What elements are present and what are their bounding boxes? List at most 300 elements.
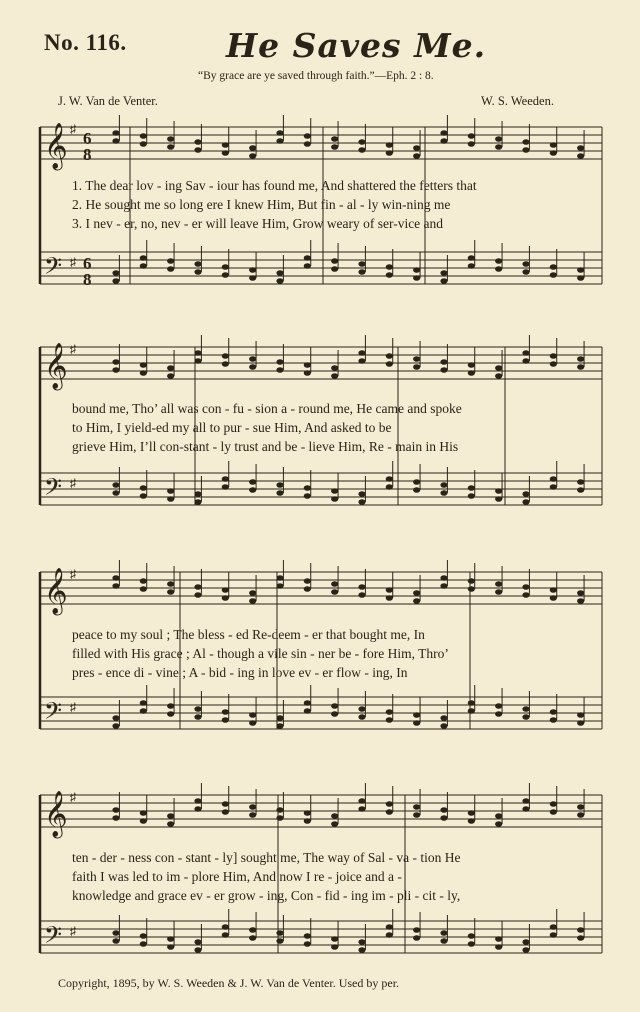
note-head — [386, 932, 393, 938]
note-head — [249, 712, 256, 718]
note-head — [167, 589, 174, 595]
verse-line: ten - der - ness con - stant - ly] sought me, The way of Sal - va - tion He — [72, 850, 461, 865]
note-head — [550, 272, 557, 278]
note-head — [386, 264, 393, 270]
sharp-icon: ♯ — [70, 790, 76, 804]
note-head — [222, 809, 229, 815]
note-head — [468, 818, 475, 824]
note-head — [304, 586, 311, 592]
note-head — [358, 584, 365, 590]
note-head — [413, 487, 420, 493]
note-head — [112, 278, 119, 284]
note-head — [112, 938, 119, 944]
note-head — [413, 927, 420, 933]
note-head — [522, 584, 529, 590]
note-head — [550, 587, 557, 593]
sharp-icon: ♯ — [70, 476, 76, 490]
scripture-epigraph: “By grace are ye saved through faith.”—Eph. 2 : 8. — [198, 70, 434, 82]
note-head — [550, 801, 557, 807]
note-head — [550, 709, 557, 715]
note-head — [495, 258, 502, 264]
note-head — [413, 812, 420, 818]
note-head — [495, 936, 502, 942]
note-head — [112, 575, 119, 581]
note-head — [167, 144, 174, 150]
note-head — [440, 490, 447, 496]
note-head — [331, 373, 338, 379]
verse-line: filled with His grace ; Al - though a vile sin - ner be - fore Him, Thro’ — [72, 646, 449, 661]
note-head — [249, 590, 256, 596]
note-head — [522, 939, 529, 945]
note-head — [112, 367, 119, 373]
note-head — [194, 261, 201, 267]
note-head — [304, 933, 311, 939]
note-head — [112, 490, 119, 496]
note-head — [249, 267, 256, 273]
note-head — [167, 711, 174, 717]
verse-line: 1. The dear lov - ing Sav - iour has found me, And shattered the fetters that — [72, 178, 477, 193]
note-head — [522, 350, 529, 356]
verse-line: faith I was led to im - plore Him, And now I re - joice and a - — [72, 869, 402, 884]
sharp-icon: ♯ — [70, 255, 76, 269]
note-head — [440, 583, 447, 589]
note-head — [386, 476, 393, 482]
note-head — [522, 358, 529, 364]
note-head — [331, 258, 338, 264]
note-head — [304, 493, 311, 499]
note-head — [386, 595, 393, 601]
note-head — [386, 353, 393, 359]
note-head — [249, 935, 256, 941]
note-head — [522, 714, 529, 720]
note-head — [222, 587, 229, 593]
note-head — [140, 485, 147, 491]
note-head — [167, 581, 174, 587]
note-head — [386, 142, 393, 148]
note-head — [440, 130, 447, 136]
note-head — [140, 133, 147, 139]
note-head — [577, 356, 584, 362]
note-head — [140, 141, 147, 147]
note-head — [468, 586, 475, 592]
note-head — [249, 356, 256, 362]
note-head — [304, 810, 311, 816]
verse-line: grieve Him, I’ll con-stant - ly trust and be - lieve Him, Re - main in His — [72, 439, 459, 454]
note-head — [167, 813, 174, 819]
note-head — [167, 703, 174, 709]
sharp-icon: ♯ — [70, 567, 76, 581]
note-head — [276, 278, 283, 284]
note-head — [222, 709, 229, 715]
note-head — [112, 270, 119, 276]
note-head — [249, 720, 256, 726]
note-head — [249, 812, 256, 818]
note-head — [577, 927, 584, 933]
note-head — [331, 144, 338, 150]
note-head — [550, 717, 557, 723]
note-head — [331, 589, 338, 595]
note-head — [304, 941, 311, 947]
note-head — [577, 720, 584, 726]
copyright-notice: Copyright, 1895, by W. S. Weeden & J. W. Van de Venter. Used by per. — [58, 976, 400, 990]
note-head — [222, 484, 229, 490]
note-head — [413, 598, 420, 604]
note-head — [550, 595, 557, 601]
note-head — [386, 801, 393, 807]
note-head — [112, 715, 119, 721]
hymn-number: No. 116. — [44, 30, 127, 55]
note-head — [495, 581, 502, 587]
verse-line: 3. I nev - er, no, nev - er will leave Him, Grow weary of ser-vice and — [72, 216, 444, 231]
note-head — [276, 490, 283, 496]
note-head — [358, 147, 365, 153]
note-head — [140, 586, 147, 592]
note-head — [222, 924, 229, 930]
note-head — [358, 798, 365, 804]
note-head — [112, 815, 119, 821]
note-head — [140, 362, 147, 368]
note-head — [167, 496, 174, 502]
note-head — [194, 798, 201, 804]
note-head — [440, 815, 447, 821]
note-head — [331, 821, 338, 827]
note-head — [222, 353, 229, 359]
note-head — [249, 145, 256, 151]
note-head — [440, 270, 447, 276]
note-head — [440, 367, 447, 373]
note-head — [413, 804, 420, 810]
note-head — [276, 815, 283, 821]
note-head — [304, 255, 311, 261]
note-head — [358, 139, 365, 145]
note-head — [140, 941, 147, 947]
note-head — [577, 598, 584, 604]
note-head — [577, 590, 584, 596]
note-head — [386, 361, 393, 367]
note-head — [386, 484, 393, 490]
note-head — [358, 491, 365, 497]
note-head — [194, 706, 201, 712]
note-head — [550, 361, 557, 367]
note-head — [140, 810, 147, 816]
note-head — [522, 798, 529, 804]
note-head — [358, 269, 365, 275]
note-head — [222, 150, 229, 156]
note-head — [331, 936, 338, 942]
note-head — [194, 139, 201, 145]
note-head — [276, 930, 283, 936]
note-head — [413, 356, 420, 362]
note-head — [577, 712, 584, 718]
time-signature: 8 — [83, 270, 92, 289]
note-head — [413, 275, 420, 281]
note-head — [522, 806, 529, 812]
note-head — [577, 145, 584, 151]
note-head — [495, 365, 502, 371]
note-head — [577, 275, 584, 281]
note-head — [468, 933, 475, 939]
note-head — [249, 479, 256, 485]
note-head — [495, 703, 502, 709]
note-head — [440, 138, 447, 144]
note-head — [522, 139, 529, 145]
verse-line: pres - ence di - vine ; A - bid - ing in love ev - er flow - ing, In — [72, 665, 408, 680]
note-head — [440, 359, 447, 365]
note-head — [413, 267, 420, 273]
note-head — [468, 493, 475, 499]
treble-clef-icon: 𝄞 — [44, 123, 68, 169]
note-head — [522, 947, 529, 953]
note-head — [249, 275, 256, 281]
note-head — [550, 932, 557, 938]
note-head — [522, 491, 529, 497]
note-head — [413, 153, 420, 159]
note-head — [167, 365, 174, 371]
note-head — [550, 476, 557, 482]
sharp-icon: ♯ — [70, 700, 76, 714]
note-head — [386, 717, 393, 723]
note-head — [522, 261, 529, 267]
note-head — [140, 255, 147, 261]
note-head — [495, 266, 502, 272]
note-head — [222, 717, 229, 723]
note-head — [276, 807, 283, 813]
note-head — [249, 364, 256, 370]
note-head — [577, 812, 584, 818]
note-head — [440, 575, 447, 581]
sharp-icon: ♯ — [70, 122, 76, 136]
note-head — [522, 499, 529, 505]
note-head — [413, 479, 420, 485]
note-head — [550, 264, 557, 270]
note-head — [468, 362, 475, 368]
note-head — [167, 136, 174, 142]
time-signature: 6 — [83, 254, 92, 273]
hymn-title: He Saves Me. — [226, 26, 487, 65]
note-head — [194, 947, 201, 953]
note-head — [167, 488, 174, 494]
note-head — [112, 930, 119, 936]
note-head — [331, 136, 338, 142]
note-head — [413, 590, 420, 596]
bass-clef-icon: 𝄢 — [44, 697, 63, 730]
note-head — [495, 813, 502, 819]
note-head — [358, 261, 365, 267]
note-head — [550, 353, 557, 359]
note-head — [577, 804, 584, 810]
note-head — [440, 938, 447, 944]
note-head — [222, 801, 229, 807]
note-head — [276, 367, 283, 373]
note-head — [249, 804, 256, 810]
note-head — [140, 493, 147, 499]
note-head — [386, 924, 393, 930]
note-head — [167, 266, 174, 272]
note-head — [331, 944, 338, 950]
note-head — [331, 488, 338, 494]
verse-line: peace to my soul ; The bless - ed Re-deem - er that bought me, In — [72, 627, 425, 642]
note-head — [304, 133, 311, 139]
note-head — [331, 365, 338, 371]
treble-clef-icon: 𝄞 — [44, 568, 68, 614]
note-head — [413, 935, 420, 941]
note-head — [276, 130, 283, 136]
note-head — [112, 138, 119, 144]
note-head — [440, 930, 447, 936]
note-head — [495, 821, 502, 827]
note-head — [276, 138, 283, 144]
verse-line: bound me, Tho’ all was con - fu - sion a - round me, He came and spoke — [72, 401, 462, 416]
note-head — [577, 487, 584, 493]
note-head — [468, 263, 475, 269]
composer-credit: W. S. Weeden. — [481, 94, 554, 108]
note-head — [386, 272, 393, 278]
note-head — [112, 807, 119, 813]
bass-clef-icon: 𝄢 — [44, 921, 63, 954]
note-head — [140, 708, 147, 714]
note-head — [140, 370, 147, 376]
time-signature: 6 — [83, 129, 92, 148]
note-head — [468, 700, 475, 706]
note-head — [358, 706, 365, 712]
verse-line: knowledge and grace ev - er grow - ing, Con - fid - ing im - pli - cit - ly, — [72, 888, 461, 903]
note-head — [167, 944, 174, 950]
bass-clef-icon: 𝄢 — [44, 252, 63, 285]
note-head — [112, 723, 119, 729]
note-head — [304, 708, 311, 714]
note-head — [249, 598, 256, 604]
note-head — [194, 584, 201, 590]
note-head — [304, 485, 311, 491]
sharp-icon: ♯ — [70, 342, 76, 356]
note-head — [194, 147, 201, 153]
note-head — [304, 818, 311, 824]
note-head — [577, 935, 584, 941]
note-head — [386, 809, 393, 815]
note-head — [550, 142, 557, 148]
note-head — [167, 373, 174, 379]
treble-clef-icon: 𝄞 — [44, 791, 68, 837]
note-head — [276, 938, 283, 944]
note-head — [468, 133, 475, 139]
note-head — [304, 578, 311, 584]
note-head — [304, 370, 311, 376]
note-head — [358, 806, 365, 812]
note-head — [358, 499, 365, 505]
note-head — [495, 496, 502, 502]
note-head — [495, 589, 502, 595]
note-head — [468, 578, 475, 584]
note-head — [331, 496, 338, 502]
note-head — [194, 806, 201, 812]
verse-line: to Him, I yield-ed my all to pur - sue Him, And asked to be — [72, 420, 392, 435]
note-head — [112, 130, 119, 136]
note-head — [550, 150, 557, 156]
note-head — [440, 715, 447, 721]
note-head — [495, 144, 502, 150]
note-head — [167, 821, 174, 827]
note-head — [577, 479, 584, 485]
note-head — [222, 272, 229, 278]
note-head — [495, 136, 502, 142]
note-head — [577, 267, 584, 273]
note-head — [331, 266, 338, 272]
note-head — [386, 150, 393, 156]
treble-clef-icon: 𝄞 — [44, 343, 68, 389]
note-head — [386, 587, 393, 593]
note-head — [468, 141, 475, 147]
note-head — [577, 153, 584, 159]
note-head — [468, 255, 475, 261]
note-head — [522, 147, 529, 153]
note-head — [495, 944, 502, 950]
note-head — [468, 810, 475, 816]
note-head — [522, 269, 529, 275]
note-head — [194, 714, 201, 720]
note-head — [358, 947, 365, 953]
note-head — [495, 488, 502, 494]
note-head — [222, 264, 229, 270]
lyricist-credit: J. W. Van de Venter. — [58, 94, 158, 108]
note-head — [194, 269, 201, 275]
note-head — [386, 709, 393, 715]
note-head — [112, 583, 119, 589]
note-head — [112, 359, 119, 365]
note-head — [577, 364, 584, 370]
note-head — [495, 373, 502, 379]
note-head — [194, 592, 201, 598]
note-head — [304, 141, 311, 147]
note-head — [304, 362, 311, 368]
note-head — [550, 924, 557, 930]
note-head — [331, 703, 338, 709]
note-head — [468, 708, 475, 714]
note-head — [304, 700, 311, 706]
note-head — [495, 711, 502, 717]
note-head — [440, 482, 447, 488]
note-head — [194, 939, 201, 945]
note-head — [112, 482, 119, 488]
note-head — [413, 145, 420, 151]
note-head — [222, 932, 229, 938]
note-head — [358, 714, 365, 720]
note-head — [222, 361, 229, 367]
note-head — [276, 482, 283, 488]
sharp-icon: ♯ — [70, 924, 76, 938]
note-head — [331, 711, 338, 717]
note-head — [358, 358, 365, 364]
note-head — [413, 712, 420, 718]
note-head — [550, 809, 557, 815]
note-head — [140, 933, 147, 939]
note-head — [222, 476, 229, 482]
note-head — [249, 487, 256, 493]
note-head — [249, 153, 256, 159]
note-head — [222, 142, 229, 148]
note-head — [440, 807, 447, 813]
note-head — [331, 813, 338, 819]
note-head — [140, 263, 147, 269]
note-head — [468, 485, 475, 491]
time-signature: 8 — [83, 145, 92, 164]
note-head — [358, 592, 365, 598]
note-head — [276, 270, 283, 276]
bass-clef-icon: 𝄢 — [44, 473, 63, 506]
note-head — [550, 484, 557, 490]
note-head — [440, 278, 447, 284]
note-head — [304, 263, 311, 269]
note-head — [331, 581, 338, 587]
